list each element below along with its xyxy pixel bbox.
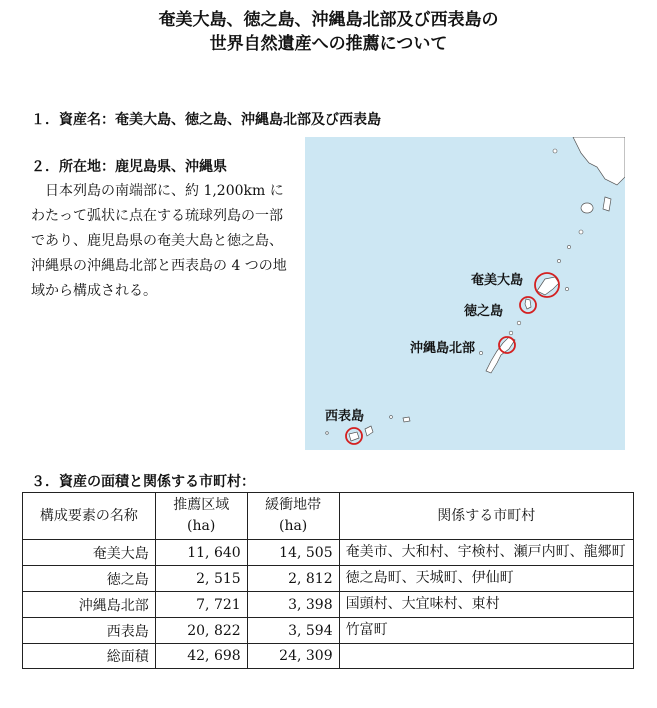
tanegashima-island — [603, 197, 611, 211]
location-description: 日本列島の南端部に、約 1,200km にわたって弧状に点在する琉球列島の一部であり、鹿児島県の奄美大島と徳之島、沖縄県の沖縄島北部と西表島の 4 つの地域から構成される。 — [31, 183, 287, 299]
ryukyu-islands-map — [305, 137, 625, 450]
table-row — [23, 618, 634, 644]
title-line-2: 世界自然遺産への推薦について — [209, 34, 448, 54]
row-municipalities: 奄美市、大和村、宇検村、瀬戸内町、龍郷町 — [339, 540, 633, 566]
row-name: 西表島 — [23, 618, 156, 644]
table-row — [23, 592, 634, 618]
small-island — [326, 432, 329, 435]
small-island — [390, 416, 393, 419]
row-municipalities: 徳之島町、天城町、伊仙町 — [339, 566, 633, 592]
row-municipalities: 竹富町 — [339, 618, 633, 644]
header-buffer — [247, 493, 339, 540]
header-nominated-unit: (ha) — [187, 518, 216, 534]
section-2-heading: ２．所在地：鹿児島県、沖縄県 — [31, 159, 227, 175]
miyako-island — [403, 417, 410, 422]
small-island — [567, 245, 570, 248]
header-buffer-label: 緩衝地帯 — [265, 497, 322, 513]
section-3-heading: ３．資産の面積と関係する市町村： — [31, 474, 255, 490]
total-municipalities — [339, 644, 633, 669]
row-buffer: 2, 812 — [247, 566, 339, 592]
small-island — [479, 351, 482, 354]
header-name: 構成要素の名称 — [23, 493, 156, 540]
map-label-iriomote: 西表島 — [325, 409, 365, 424]
row-nominated: 11, 640 — [155, 540, 247, 566]
document-title — [0, 8, 657, 56]
header-nominated — [155, 493, 247, 540]
row-buffer: 3, 594 — [247, 618, 339, 644]
row-buffer: 14, 505 — [247, 540, 339, 566]
map-label-tokunoshima: 徳之島 — [464, 304, 504, 319]
table-total-row — [23, 644, 634, 669]
small-island — [517, 321, 521, 325]
total-nominated: 42, 698 — [155, 644, 247, 669]
table-row — [23, 540, 634, 566]
row-nominated: 7, 721 — [155, 592, 247, 618]
tokunoshima-island — [525, 299, 531, 309]
okinawa-island — [486, 337, 515, 373]
iriomote-island — [349, 432, 359, 441]
small-island — [553, 149, 557, 153]
header-municipalities: 関係する市町村 — [339, 493, 633, 540]
row-name: 奄美大島 — [23, 540, 156, 566]
small-island — [565, 287, 568, 290]
title-line-1: 奄美大島、徳之島、沖縄島北部及び西表島の — [158, 10, 499, 30]
table-row — [23, 566, 634, 592]
map-graphic — [305, 137, 625, 450]
yakushima-island — [581, 203, 593, 213]
row-nominated: 2, 515 — [155, 566, 247, 592]
header-buffer-unit: (ha) — [278, 518, 308, 534]
map-label-amami: 奄美大島 — [471, 273, 524, 288]
map-label-okinawa: 沖縄島北部 — [410, 341, 476, 356]
total-buffer: 24, 309 — [247, 644, 339, 669]
ishigaki-island — [365, 426, 373, 436]
area-table — [22, 492, 634, 669]
small-island — [509, 331, 513, 335]
table-header-row — [23, 493, 634, 540]
total-name: 総面積 — [23, 644, 156, 669]
kyushu-landmass — [573, 137, 625, 185]
row-buffer: 3, 398 — [247, 592, 339, 618]
row-name: 徳之島 — [23, 566, 156, 592]
section-1-heading: １．資産名：奄美大島、徳之島、沖縄島北部及び西表島 — [31, 112, 381, 128]
small-island — [579, 230, 583, 234]
small-island — [557, 259, 560, 262]
header-nominated-label: 推薦区域 — [173, 497, 230, 513]
row-name: 沖縄島北部 — [23, 592, 156, 618]
row-nominated: 20, 822 — [155, 618, 247, 644]
row-municipalities: 国頭村、大宜味村、東村 — [339, 592, 633, 618]
